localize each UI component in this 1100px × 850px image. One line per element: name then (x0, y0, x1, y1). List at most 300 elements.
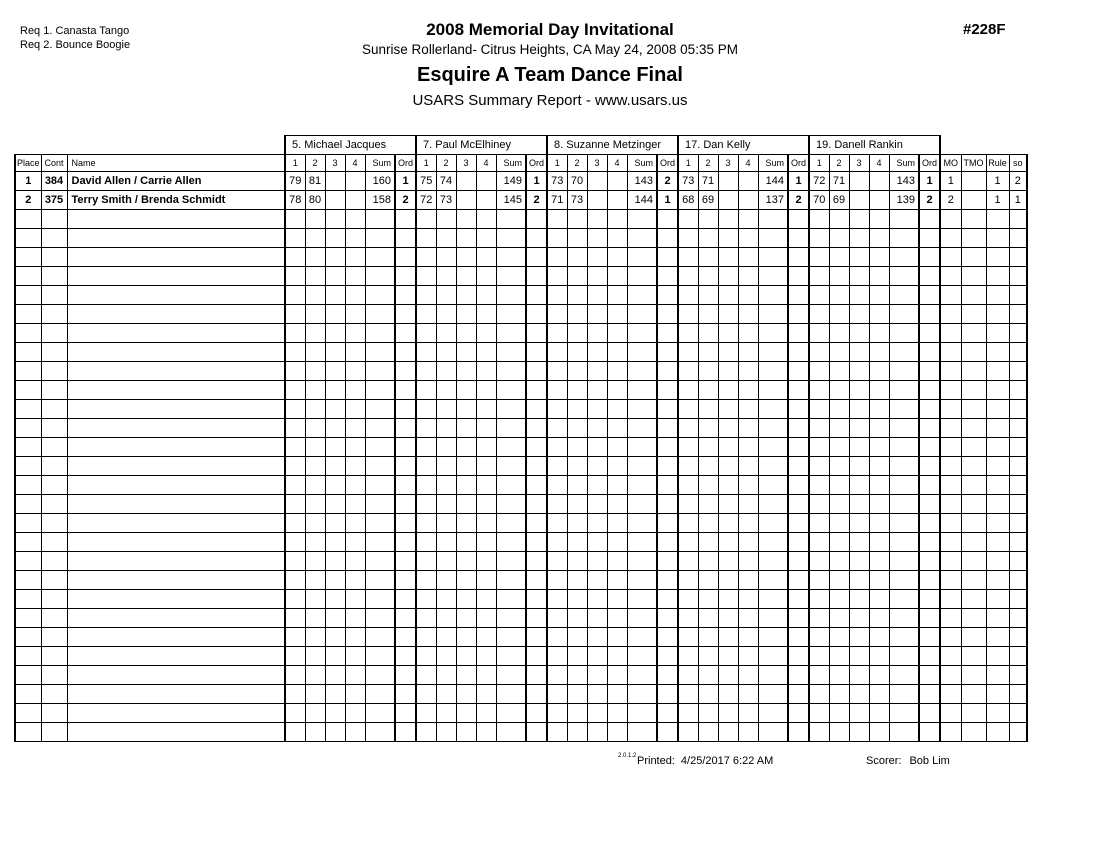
cell-ord (657, 362, 678, 381)
cell-score (436, 666, 456, 685)
cell-sum (889, 286, 919, 305)
cell-score (678, 476, 698, 495)
cell-rule (986, 723, 1009, 742)
cell-score (416, 685, 436, 704)
cell-score (809, 723, 829, 742)
cell-sum (889, 685, 919, 704)
cell-score (305, 533, 325, 552)
cell-score (849, 248, 869, 267)
cell-score (849, 324, 869, 343)
cell-sum (889, 419, 919, 438)
cell-sum (365, 552, 395, 571)
cell-rule (986, 590, 1009, 609)
cell-sum (365, 647, 395, 666)
cell-score (678, 229, 698, 248)
header-score-3: 3 (325, 155, 345, 172)
cell-score (567, 343, 587, 362)
cell-tmo (961, 172, 986, 191)
cell-ord (919, 305, 940, 324)
cell-ord (788, 343, 809, 362)
cell-score (325, 210, 345, 229)
cell-score (567, 476, 587, 495)
cell-score (829, 343, 849, 362)
cell-sum (758, 609, 788, 628)
header-score-4: 4 (345, 155, 365, 172)
cell-score (305, 229, 325, 248)
cell-score: 80 (305, 191, 325, 210)
cell-ord (526, 343, 547, 362)
cell-score (698, 286, 718, 305)
cell-score (809, 533, 829, 552)
cell-score (456, 305, 476, 324)
cell-score (325, 704, 345, 723)
cell-sum (627, 210, 657, 229)
cell-score (718, 172, 738, 191)
cell-score (476, 666, 496, 685)
cell-score (325, 267, 345, 286)
cell-score (829, 210, 849, 229)
cell-score (587, 191, 607, 210)
cell-score (547, 704, 567, 723)
cell-cont (41, 229, 67, 248)
cell-so (1009, 609, 1027, 628)
cell-cont (41, 476, 67, 495)
cell-score (607, 438, 627, 457)
cell-score (738, 495, 758, 514)
cell-score (567, 552, 587, 571)
cell-place: 2 (15, 191, 41, 210)
cell-score (345, 191, 365, 210)
cell-score (345, 666, 365, 685)
cell-sum (627, 685, 657, 704)
cell-sum (889, 590, 919, 609)
cell-score (547, 229, 567, 248)
cell-score (869, 381, 889, 400)
cell-place (15, 457, 41, 476)
cell-cont (41, 343, 67, 362)
cell-sum (365, 533, 395, 552)
cell-score (416, 438, 436, 457)
cell-so (1009, 723, 1027, 742)
cell-ord (657, 343, 678, 362)
cell-cont (41, 305, 67, 324)
cell-score (436, 210, 456, 229)
cell-score (587, 267, 607, 286)
cell-cont (41, 248, 67, 267)
cell-score (607, 628, 627, 647)
cell-ord (526, 248, 547, 267)
cell-cont (41, 647, 67, 666)
cell-sum: 139 (889, 191, 919, 210)
cell-sum (365, 514, 395, 533)
cell-score (698, 628, 718, 647)
cell-score (547, 286, 567, 305)
cell-score (738, 381, 758, 400)
cell-sum (496, 476, 526, 495)
cell-ord (395, 476, 416, 495)
cell-score (698, 343, 718, 362)
cell-score (416, 609, 436, 628)
cell-score (718, 704, 738, 723)
cell-score (416, 457, 436, 476)
cell-place: 1 (15, 172, 41, 191)
cell-ord (919, 647, 940, 666)
cell-sum: 160 (365, 172, 395, 191)
cell-score (436, 514, 456, 533)
cell-sum: 143 (627, 172, 657, 191)
header-rule: Rule (986, 155, 1009, 172)
cell-sum (496, 210, 526, 229)
cell-name (67, 666, 285, 685)
cell-score (567, 704, 587, 723)
cell-sum (889, 248, 919, 267)
cell-sum (627, 590, 657, 609)
table-row-empty (15, 400, 1027, 419)
cell-cont (41, 628, 67, 647)
cell-ord (526, 666, 547, 685)
cell-ord (919, 514, 940, 533)
judge-header-row (15, 136, 1027, 155)
cell-score (678, 343, 698, 362)
cell-score (738, 172, 758, 191)
cell-tmo (961, 533, 986, 552)
cell-score (718, 419, 738, 438)
cell-score (325, 685, 345, 704)
cell-score (416, 533, 436, 552)
cell-score (587, 362, 607, 381)
cell-mo (940, 704, 961, 723)
cell-score (456, 362, 476, 381)
cell-sum (758, 305, 788, 324)
cell-score (698, 248, 718, 267)
cell-score (678, 704, 698, 723)
table-row-empty (15, 647, 1027, 666)
cell-score (678, 533, 698, 552)
cell-score (547, 628, 567, 647)
cell-sum (496, 286, 526, 305)
cell-sum (758, 229, 788, 248)
cell-name (67, 514, 285, 533)
cell-rule (986, 324, 1009, 343)
cell-score (809, 286, 829, 305)
cell-score (829, 362, 849, 381)
cell-score (456, 267, 476, 286)
cell-score (587, 533, 607, 552)
cell-score (416, 305, 436, 324)
cell-score (829, 723, 849, 742)
cell-cont (41, 590, 67, 609)
cell-ord (526, 305, 547, 324)
cell-score (718, 514, 738, 533)
cell-score (738, 628, 758, 647)
cell-score (809, 324, 829, 343)
cell-cont (41, 438, 67, 457)
cell-place (15, 495, 41, 514)
cell-ord (526, 704, 547, 723)
cell-place (15, 723, 41, 742)
cell-score (456, 419, 476, 438)
cell-score (738, 362, 758, 381)
cell-ord (526, 571, 547, 590)
cell-cont (41, 457, 67, 476)
cell-score (678, 666, 698, 685)
cell-score (718, 286, 738, 305)
cell-ord (657, 628, 678, 647)
cell-score (869, 609, 889, 628)
cell-score (305, 590, 325, 609)
cell-place (15, 666, 41, 685)
cell-sum (496, 362, 526, 381)
cell-score (678, 590, 698, 609)
cell-place (15, 362, 41, 381)
cell-ord (788, 476, 809, 495)
cell-sum (496, 533, 526, 552)
cell-score (869, 704, 889, 723)
cell-name (67, 381, 285, 400)
cell-score (416, 248, 436, 267)
cell-score (456, 172, 476, 191)
cell-mo (940, 438, 961, 457)
cell-score (567, 362, 587, 381)
cell-score (678, 305, 698, 324)
cell-tmo (961, 723, 986, 742)
page-title: 2008 Memorial Day Invitational (426, 20, 674, 39)
cell-score (305, 438, 325, 457)
cell-score (325, 514, 345, 533)
cell-score (718, 381, 738, 400)
cell-score (738, 267, 758, 286)
cell-score (456, 571, 476, 590)
cell-score (718, 495, 738, 514)
cell-score (567, 210, 587, 229)
cell-score (698, 609, 718, 628)
cell-score (456, 590, 476, 609)
cell-score (345, 723, 365, 742)
cell-score (476, 723, 496, 742)
cell-score: 69 (829, 191, 849, 210)
cell-score (607, 723, 627, 742)
cell-score (587, 514, 607, 533)
cell-score (345, 381, 365, 400)
cell-sum (496, 400, 526, 419)
cell-score: 73 (547, 172, 567, 191)
cell-sum (889, 495, 919, 514)
cell-mo (940, 324, 961, 343)
cell-score (305, 419, 325, 438)
cell-cont (41, 324, 67, 343)
cell-ord (395, 495, 416, 514)
cell-rule (986, 210, 1009, 229)
table-row-empty (15, 210, 1027, 229)
header-score-ord: Ord (788, 155, 809, 172)
cell-sum (758, 704, 788, 723)
cell-score (718, 552, 738, 571)
cell-score (738, 514, 758, 533)
cell-score (587, 704, 607, 723)
cell-score (305, 723, 325, 742)
cell-so (1009, 362, 1027, 381)
cell-score (698, 305, 718, 324)
cell-ord (395, 514, 416, 533)
cell-score (285, 400, 305, 419)
table-row-empty (15, 305, 1027, 324)
cell-score (547, 248, 567, 267)
cell-score (456, 343, 476, 362)
cell-sum (627, 267, 657, 286)
cell-score (345, 609, 365, 628)
cell-score (345, 419, 365, 438)
cell-score (869, 628, 889, 647)
cell-ord: 2 (526, 191, 547, 210)
cell-sum (627, 438, 657, 457)
cell-score (607, 400, 627, 419)
cell-score (305, 552, 325, 571)
cell-score (305, 647, 325, 666)
cell-cont (41, 666, 67, 685)
cell-score (698, 685, 718, 704)
cell-score (738, 685, 758, 704)
cell-ord (395, 324, 416, 343)
cell-score: 71 (547, 191, 567, 210)
cell-sum (758, 343, 788, 362)
cell-score (476, 305, 496, 324)
cell-score (325, 457, 345, 476)
table-row-empty (15, 590, 1027, 609)
cell-sum (889, 647, 919, 666)
cell-so (1009, 343, 1027, 362)
judge-header: 7. Paul McElhiney (416, 136, 547, 155)
cell-sum (496, 723, 526, 742)
cell-score (416, 704, 436, 723)
cell-ord (788, 381, 809, 400)
cell-score (476, 457, 496, 476)
cell-score (718, 628, 738, 647)
cell-score (809, 666, 829, 685)
cell-score (567, 685, 587, 704)
cell-score (829, 267, 849, 286)
cell-sum (758, 666, 788, 685)
cell-score (607, 381, 627, 400)
cell-mo: 2 (940, 191, 961, 210)
cell-sum (627, 514, 657, 533)
cell-score (456, 229, 476, 248)
cell-so (1009, 552, 1027, 571)
cell-score (718, 400, 738, 419)
cell-ord (657, 533, 678, 552)
header-score-sum: Sum (758, 155, 788, 172)
cell-score (345, 628, 365, 647)
cell-ord (919, 400, 940, 419)
cell-so (1009, 457, 1027, 476)
cell-score (345, 248, 365, 267)
cell-score (678, 210, 698, 229)
cell-score (547, 419, 567, 438)
cell-score (436, 647, 456, 666)
cell-sum (758, 514, 788, 533)
cell-score (567, 514, 587, 533)
cell-sum (365, 362, 395, 381)
cell-place (15, 571, 41, 590)
cell-score (718, 609, 738, 628)
cell-so (1009, 286, 1027, 305)
cell-score (285, 438, 305, 457)
cell-score (718, 191, 738, 210)
header-so: so (1009, 155, 1027, 172)
cell-rule (986, 267, 1009, 286)
cell-sum (496, 343, 526, 362)
cell-score (305, 609, 325, 628)
cell-score (809, 685, 829, 704)
cell-score (547, 324, 567, 343)
cell-sum (627, 362, 657, 381)
cell-tmo (961, 438, 986, 457)
cell-score (345, 476, 365, 495)
cell-name (67, 704, 285, 723)
cell-score (456, 533, 476, 552)
cell-sum (496, 248, 526, 267)
cell-ord (657, 267, 678, 286)
cell-place (15, 609, 41, 628)
cell-sum (496, 419, 526, 438)
cell-score (416, 495, 436, 514)
cell-score (829, 514, 849, 533)
cell-score (456, 609, 476, 628)
cell-mo (940, 552, 961, 571)
cell-tmo (961, 191, 986, 210)
cell-score: 72 (416, 191, 436, 210)
cell-ord (919, 381, 940, 400)
cell-cont (41, 400, 67, 419)
cell-ord (395, 571, 416, 590)
cell-ord (526, 723, 547, 742)
cell-sum (627, 248, 657, 267)
cell-rule (986, 362, 1009, 381)
cell-score (305, 305, 325, 324)
cell-mo (940, 229, 961, 248)
cell-ord (919, 457, 940, 476)
cell-ord (919, 210, 940, 229)
cell-score (718, 267, 738, 286)
cell-score (607, 552, 627, 571)
cell-ord (919, 552, 940, 571)
cell-score (547, 267, 567, 286)
printed-label: Printed: (637, 755, 675, 767)
cell-ord (657, 495, 678, 514)
cell-score (587, 172, 607, 191)
table-row-empty (15, 533, 1027, 552)
cell-ord: 2 (395, 191, 416, 210)
cell-score (476, 552, 496, 571)
cell-score (416, 229, 436, 248)
cell-sum (365, 305, 395, 324)
cell-sum (627, 647, 657, 666)
cell-cont (41, 533, 67, 552)
cell-so (1009, 647, 1027, 666)
table-row-empty (15, 495, 1027, 514)
cell-score (698, 267, 718, 286)
cell-score (829, 229, 849, 248)
cell-ord: 1 (395, 172, 416, 191)
cell-sum (627, 666, 657, 685)
cell-ord (657, 305, 678, 324)
cell-score: 78 (285, 191, 305, 210)
cell-ord (788, 590, 809, 609)
printed-line (637, 755, 773, 767)
cell-score (587, 324, 607, 343)
cell-place (15, 248, 41, 267)
cell-sum (496, 438, 526, 457)
cell-score (869, 324, 889, 343)
